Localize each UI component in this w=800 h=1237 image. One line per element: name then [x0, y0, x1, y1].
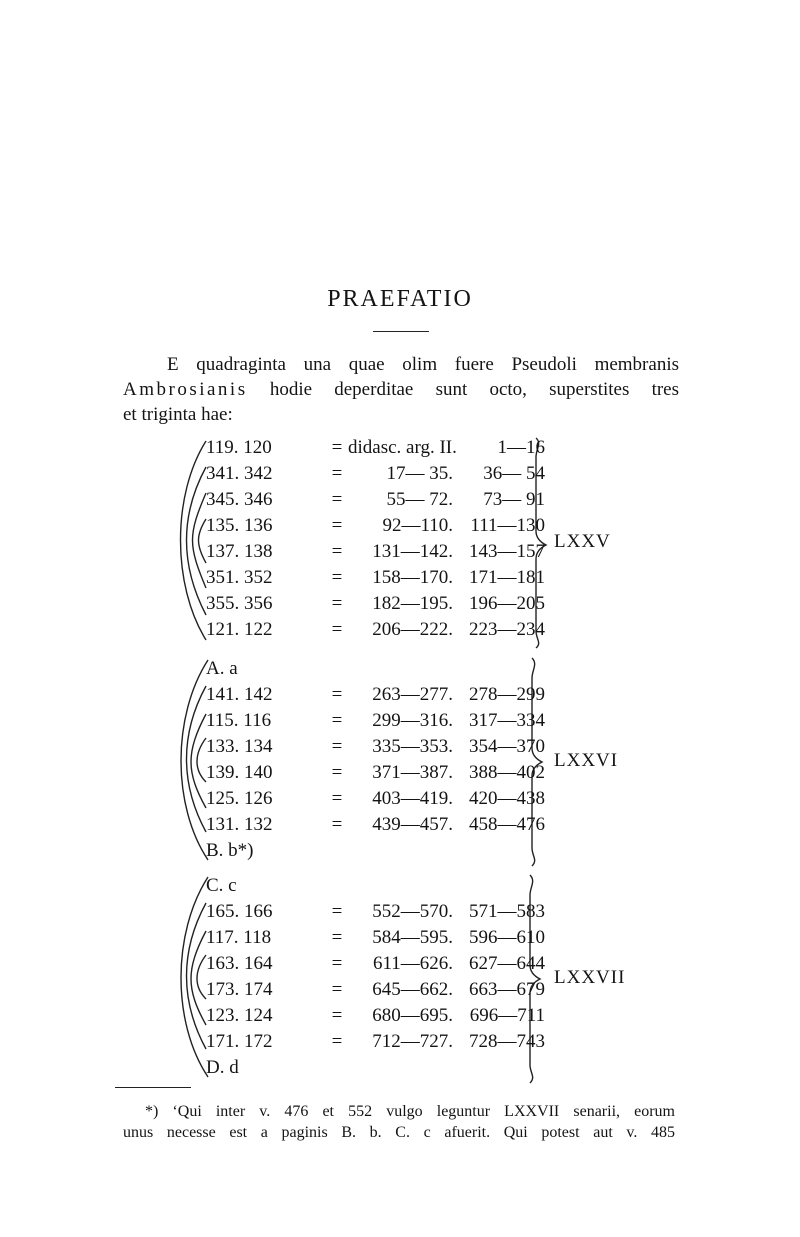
table-row	[206, 734, 545, 760]
equals: =	[331, 541, 343, 562]
leaves: 173. 174	[206, 979, 273, 1000]
verse-range-2: 196—205	[469, 593, 545, 614]
intro-line-1: E quadraginta una quae olim fuere Pseudoli membranis	[167, 354, 679, 375]
leaves: 341. 342	[206, 463, 273, 484]
leaves: 131. 132	[206, 814, 273, 835]
equals: =	[331, 463, 343, 484]
leaves: 133. 134	[206, 736, 273, 757]
equals: =	[331, 927, 343, 948]
leaves: 117. 118	[206, 927, 272, 948]
verse-range-2: 420—438	[469, 788, 545, 809]
equals: =	[331, 567, 343, 588]
leaves: 355. 356	[206, 593, 273, 614]
verse-range-1: 552—570.	[372, 901, 453, 922]
leaf-marker-bottom	[206, 1055, 239, 1081]
table-row	[206, 682, 545, 708]
equals: =	[331, 1005, 343, 1026]
verse-range-1: 55— 72.	[386, 489, 453, 510]
verse-range-1: 263—277.	[372, 684, 453, 705]
verse-range-1: 182—195.	[372, 593, 453, 614]
leaf-marker-bottom	[206, 838, 254, 864]
group-label: LXXV	[554, 531, 611, 552]
verse-range-2: 354—370	[469, 736, 545, 757]
table-row	[206, 812, 545, 838]
table-row	[206, 1003, 545, 1029]
leaves: 125. 126	[206, 788, 273, 809]
page-title: PRAEFATIO	[327, 286, 473, 312]
verse-range-2: 696—711	[469, 1005, 545, 1026]
equals: =	[331, 814, 343, 835]
verse-range-2: 143—157	[469, 541, 545, 562]
table-row	[206, 760, 545, 786]
leaves: 165. 166	[206, 901, 273, 922]
verse-range-1: 403—419.	[372, 788, 453, 809]
table-row	[206, 1029, 545, 1055]
equals: =	[331, 736, 343, 757]
verse-range-2: 171—181	[469, 567, 545, 588]
verse-range-2: 571—583	[469, 901, 545, 922]
leaves: 351. 352	[206, 567, 273, 588]
leaf-marker-top	[206, 656, 238, 682]
equals: =	[331, 684, 343, 705]
leaf-marker-top	[206, 873, 237, 899]
quire-group-lxxvii	[170, 873, 650, 1085]
verse-range-1: 92—110.	[382, 515, 453, 536]
verse-range-2: 223—234	[469, 619, 545, 640]
quire-group-lxxv	[170, 435, 650, 650]
equals: =	[331, 979, 343, 1000]
verse-range-1: 439—457.	[372, 814, 453, 835]
intro-line-3: et triginta hae:	[123, 404, 233, 425]
table-row	[206, 513, 545, 539]
footnote-rule	[115, 1087, 191, 1088]
table-row	[206, 708, 545, 734]
quire-group-lxxvi	[170, 656, 650, 868]
verse-range-2: 36— 54	[483, 463, 545, 484]
verse-range-2: 627—644	[469, 953, 545, 974]
table-row	[206, 435, 545, 461]
leaves: 123. 124	[206, 1005, 273, 1026]
footnote	[123, 1101, 675, 1143]
intro-line-2	[123, 377, 679, 402]
equals: =	[331, 593, 343, 614]
table-row	[206, 539, 545, 565]
equals: =	[331, 489, 343, 510]
verse-range-2: 111—130	[470, 515, 545, 536]
equals: =	[331, 619, 343, 640]
leaf-marker-text: C. c	[206, 875, 237, 896]
verse-range-1: 206—222.	[372, 619, 453, 640]
verse-range-1: 371—387.	[372, 762, 453, 783]
equals: =	[331, 762, 343, 783]
verse-range-2: 728—743	[469, 1031, 545, 1052]
equals: =	[331, 901, 343, 922]
verse-range-1: 680—695.	[372, 1005, 453, 1026]
verse-range-1: 712—727.	[372, 1031, 453, 1052]
verse-range-1: 645—662.	[372, 979, 453, 1000]
leaves: 141. 142	[206, 684, 273, 705]
verse-range-1: didasc. arg. II.	[348, 437, 457, 458]
table-row	[206, 899, 545, 925]
title-rule	[373, 331, 429, 332]
footnote-line-2: unus necesse est a paginis B. b. C. c afuerit. Qui potest aut v. 485	[123, 1124, 675, 1141]
verse-range-1: 158—170.	[372, 567, 453, 588]
leaves: 119. 120	[206, 437, 272, 458]
leaves: 135. 136	[206, 515, 273, 536]
table-row	[206, 617, 545, 643]
table-row	[206, 786, 545, 812]
leaves: 171. 172	[206, 1031, 273, 1052]
verse-range-2: 596—610	[469, 927, 545, 948]
verse-range-2: 73— 91	[483, 489, 545, 510]
leaves: 121. 122	[206, 619, 273, 640]
equals: =	[331, 437, 343, 458]
verse-range-1: 611—626.	[372, 953, 453, 974]
group-label: LXXVI	[554, 750, 619, 771]
leaves: 115. 116	[206, 710, 272, 731]
leaf-marker-text: A. a	[206, 658, 238, 679]
verse-range-2: 388—402	[469, 762, 545, 783]
table-row	[206, 591, 545, 617]
verse-range-2: 458—476	[469, 814, 545, 835]
table-row	[206, 565, 545, 591]
table-row	[206, 925, 545, 951]
intro-ambrosianis: Ambrosianis	[123, 379, 248, 400]
leaves: 137. 138	[206, 541, 273, 562]
equals: =	[331, 1031, 343, 1052]
leaf-marker-text: B. b*)	[206, 840, 254, 861]
verse-range-1: 131—142.	[372, 541, 453, 562]
equals: =	[331, 788, 343, 809]
leaves: 163. 164	[206, 953, 273, 974]
table-row	[206, 487, 545, 513]
footnote-line-1: *) ‘Qui inter v. 476 et 552 vulgo leguntur LXXVII senarii, eorum	[145, 1103, 675, 1120]
equals: =	[331, 710, 343, 731]
verse-range-1: 299—316.	[372, 710, 453, 731]
verse-range-1: 584—595.	[372, 927, 453, 948]
verse-range-1: 17— 35.	[386, 463, 453, 484]
verse-range-1: 335—353.	[372, 736, 453, 757]
verse-range-2: 317—334	[469, 710, 545, 731]
leaves: 345. 346	[206, 489, 273, 510]
verse-range-2: 1—16	[497, 437, 545, 458]
intro-paragraph	[123, 352, 679, 427]
verse-range-2: 278—299	[469, 684, 545, 705]
leaves: 139. 140	[206, 762, 273, 783]
verse-range-2: 663—679	[469, 979, 545, 1000]
table-row	[206, 977, 545, 1003]
leaf-marker-text: D. d	[206, 1057, 239, 1078]
equals: =	[331, 515, 343, 536]
table-row	[206, 951, 545, 977]
equals: =	[331, 953, 343, 974]
table-row	[206, 461, 545, 487]
group-label: LXXVII	[554, 967, 626, 988]
intro-line-2-rest: hodie deperditae sunt octo, superstites tres	[247, 379, 679, 400]
